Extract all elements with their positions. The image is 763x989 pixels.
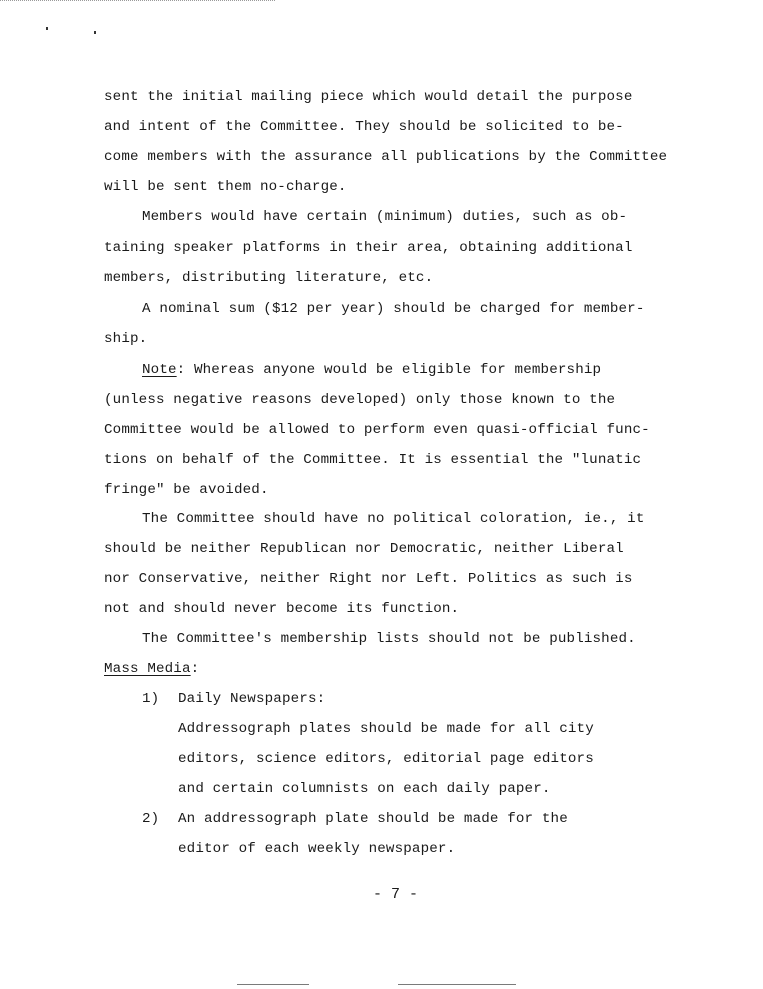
- text-line: Members would have certain (minimum) duties, such as ob-: [142, 209, 628, 225]
- page-number: - 7 -: [373, 886, 419, 903]
- text-line: and certain columnists on each daily paper.: [178, 781, 551, 797]
- bottom-edge-mark: [237, 984, 309, 985]
- section-heading: [104, 660, 199, 678]
- note-label: Note: [142, 362, 177, 378]
- text-line: come members with the assurance all publications by the Committee: [104, 149, 668, 165]
- text-line: An addressograph plate should be made for the: [178, 811, 568, 827]
- note-text: : Whereas anyone would be eligible for membership: [176, 362, 602, 378]
- text-line: A nominal sum ($12 per year) should be charged for member-: [142, 301, 645, 317]
- text-line: sent the initial mailing piece which would detail the purpose: [104, 89, 633, 105]
- bottom-edge-mark: [398, 984, 516, 985]
- text-line: editors, science editors, editorial page editors: [178, 751, 594, 767]
- text-line: nor Conservative, neither Right nor Left. Politics as such is: [104, 571, 633, 587]
- text-line: ship.: [104, 331, 148, 347]
- section-heading-colon: :: [190, 661, 200, 677]
- text-line: members, distributing literature, etc.: [104, 270, 434, 286]
- text-line: and intent of the Committee. They should be solicited to be-: [104, 119, 624, 135]
- text-line: will be sent them no-charge.: [104, 179, 347, 195]
- list-marker: 2): [142, 811, 160, 827]
- text-line: editor of each weekly newspaper.: [178, 841, 456, 857]
- text-line: fringe" be avoided.: [104, 482, 269, 498]
- text-line: The Committee's membership lists should not be published.: [142, 631, 636, 647]
- note-line: [142, 361, 601, 379]
- scan-speck: [94, 31, 96, 34]
- text-line: should be neither Republican nor Democratic, neither Liberal: [104, 541, 624, 557]
- text-line: not and should never become its function.: [104, 601, 460, 617]
- text-line: Addressograph plates should be made for all city: [178, 721, 594, 737]
- list-item-title: Daily Newspapers:: [178, 691, 326, 707]
- list-marker: 1): [142, 691, 160, 707]
- scan-speck: [46, 27, 48, 30]
- text-line: tions on behalf of the Committee. It is essential the "lunatic: [104, 452, 642, 468]
- section-heading-label: Mass Media: [104, 661, 191, 677]
- text-line: Committee would be allowed to perform even quasi-official func-: [104, 422, 650, 438]
- text-line: (unless negative reasons developed) only those known to the: [104, 392, 616, 408]
- text-line: The Committee should have no political coloration, ie., it: [142, 511, 645, 527]
- top-edge-marks: [0, 0, 275, 1]
- text-line: taining speaker platforms in their area, obtaining additional: [104, 240, 633, 256]
